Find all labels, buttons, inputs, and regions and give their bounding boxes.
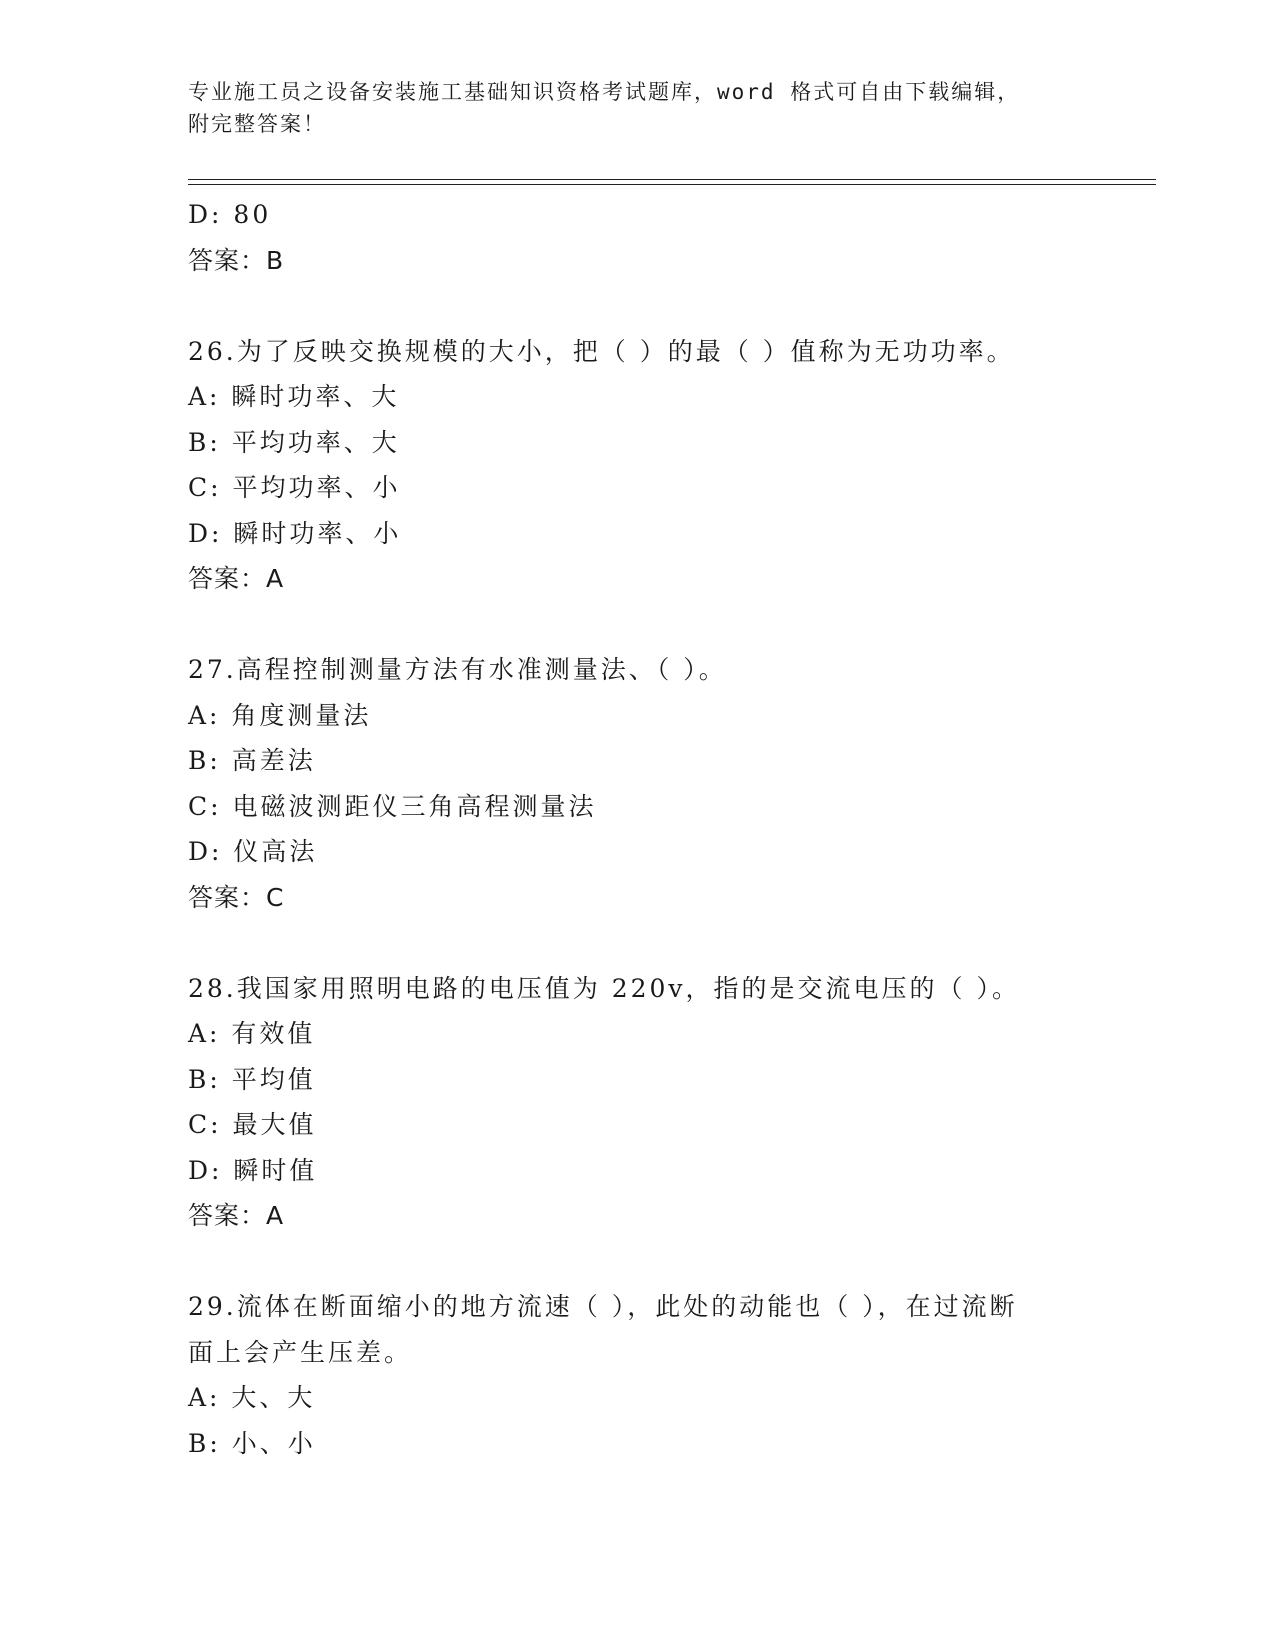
spacer (188, 920, 1156, 966)
option-a: A: 角度测量法 (188, 700, 372, 730)
question-stem: 29.流体在断面缩小的地方流速（ ），此处的动能也（ ），在过流断 (188, 1292, 1018, 1321)
prev-option-d: D: 80 (188, 200, 272, 229)
option-d: D: 瞬时功率、小 (188, 518, 402, 548)
question-stem: 28.我国家用照明电路的电压值为 220v，指的是交流电压的（ ）。 (188, 973, 1020, 1003)
option-d: D: 仪高法 (188, 837, 318, 866)
prev-answer: 答案：B (188, 245, 285, 275)
header-rule-top (188, 179, 1156, 180)
spacer (188, 283, 1156, 329)
question-26 (188, 329, 1156, 602)
option-b: B: 高差法 (188, 746, 316, 775)
option-a: A: 大、大 (188, 1383, 316, 1412)
question-27 (188, 647, 1156, 920)
option-c: C: 电磁波测距仪三角高程测量法 (188, 791, 597, 821)
question-list (188, 192, 1156, 1466)
page-header (188, 76, 1088, 140)
answer: 答案：A (188, 564, 285, 593)
answer: 答案：C (188, 882, 285, 912)
question-stem: 26.为了反映交换规模的大小，把（ ）的最（ ）值称为无功功率。 (188, 336, 1015, 366)
spacer (188, 602, 1156, 648)
option-b: B: 小、小 (188, 1428, 316, 1458)
option-a: A: 有效值 (188, 1019, 316, 1048)
spacer (188, 1239, 1156, 1285)
option-a: A: 瞬时功率、大 (188, 382, 400, 411)
question-28 (188, 966, 1156, 1239)
option-c: C: 平均功率、小 (188, 473, 401, 502)
option-d: D: 瞬时值 (188, 1155, 318, 1185)
option-c: C: 最大值 (188, 1110, 317, 1139)
option-b: B: 平均功率、大 (188, 427, 400, 457)
option-b: B: 平均值 (188, 1064, 316, 1094)
header-line-2: 附完整答案！ (188, 112, 326, 136)
answer: 答案：A (188, 1201, 285, 1230)
header-rule-bottom (188, 184, 1156, 185)
question-stem-continued: 面上会产生压差。 (188, 1337, 413, 1367)
header-line-1: 专业施工员之设备安装施工基础知识资格考试题库，word 格式可自由下载编辑， (188, 80, 1021, 104)
question-29 (188, 1284, 1156, 1466)
question-stem: 27.高程控制测量方法有水准测量法、（ ）。 (188, 655, 727, 684)
